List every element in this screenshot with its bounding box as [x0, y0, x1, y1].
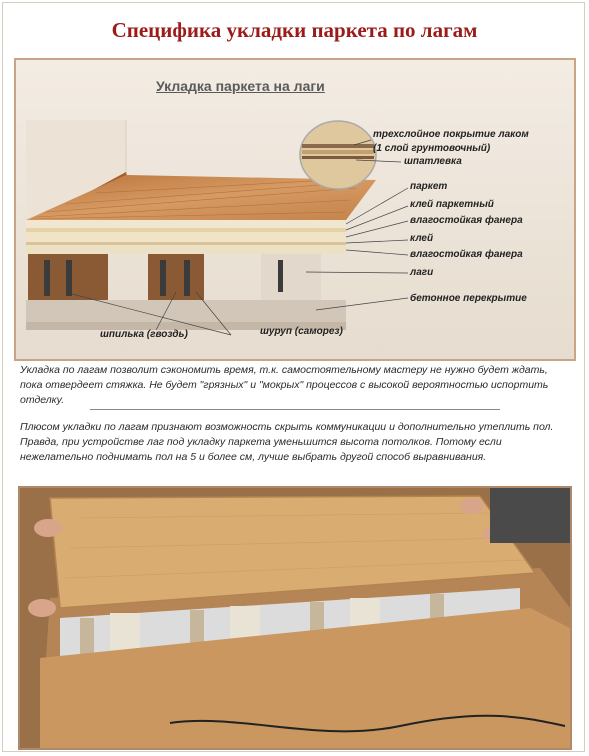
label-glue: клей [410, 233, 434, 244]
label-stud: шпилька (гвоздь) [100, 329, 188, 340]
label-primer: (1 слой грунтовочный) [373, 143, 491, 154]
paragraph-advantages: Плюсом укладки по лагам признают возможность скрыть коммуникации и дополнительно утеплить пол. Правда, при устройстве лаг под укладку паркета уменьшится высота потолков. Потому если нежелательно поднимать пол на 5 и более см, лучше выбрать другой способ выравнивания. [20, 421, 554, 463]
diagram-frame [14, 58, 576, 361]
label-parquet: паркет [410, 181, 448, 192]
divider [90, 409, 500, 410]
label-screw: шуруп (саморез) [260, 326, 343, 337]
page-title: Специфика укладки паркета по лагам [111, 18, 478, 42]
label-joists: лаги [410, 267, 434, 278]
plywood-photo-illustration [20, 488, 570, 748]
label-plywood-2: влагостойкая фанера [410, 249, 523, 260]
label-lacquer: трехслойное покрытие лаком [373, 129, 529, 140]
label-parquet-glue: клей паркетный [410, 199, 494, 210]
plywood-installation-photo [18, 486, 572, 750]
diagram-title: Укладка паркета на лаги [156, 78, 325, 94]
paragraph-time-saving: Укладка по лагам позволит сэкономить время, т.к. самостоятельному мастеру не нужно будет ждать, пока отвердеет стяжка. Не будет "грязных" и "мокрых" процессов с высокой вероятностью испортить отделку. [20, 364, 549, 406]
label-plywood-1: влагостойкая фанера [410, 215, 523, 226]
label-putty: шпатлевка [404, 156, 462, 167]
label-concrete: бетонное перекрытие [410, 293, 527, 304]
